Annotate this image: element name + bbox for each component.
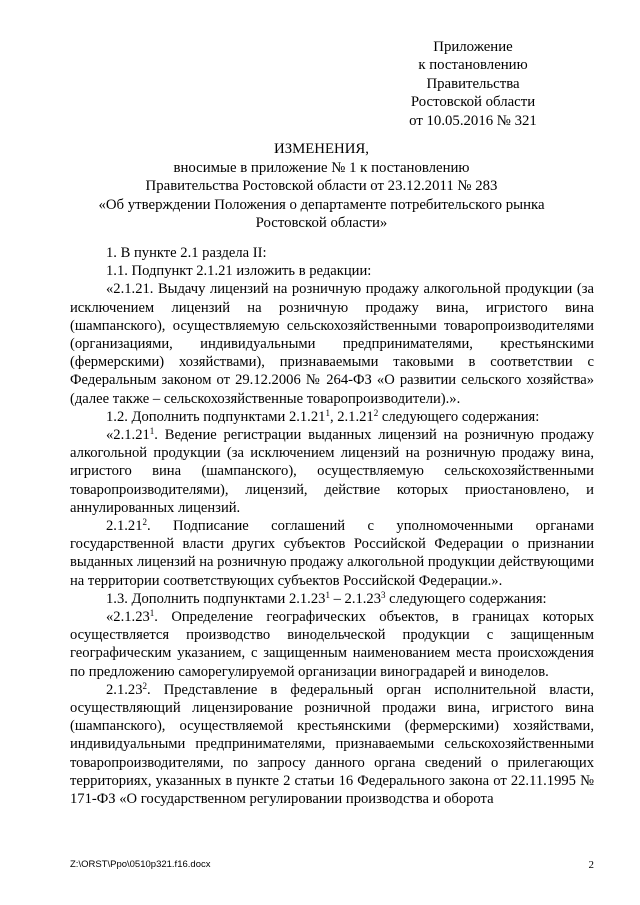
text: «2.1.23 bbox=[106, 609, 150, 626]
text: . Представление в федеральный орган исполнительной власти, осуществляющий лицензирование розничной продажи вина, игристого вина (шампанского), осуществляемой крестьянскими (фермерскими) хозяйствами, индивидуальными предпринимателями, признаваемыми сельскохозяйственными товаропроизводителями, по запросу данного органа сведений о прилегающих территориях, указанных в пункте 2 статьи 16 Федерального закона от 22.11.1995 № 171-ФЗ «О государственном регулировании производства и оборота bbox=[70, 681, 594, 808]
title-heading: ИЗМЕНЕНИЯ, bbox=[274, 141, 369, 157]
paragraph: 1. В пункте 2.1 раздела II: bbox=[106, 245, 267, 261]
text: 1.2. Дополнить подпунктами 2.1.21 bbox=[106, 408, 326, 425]
appendix-line: Правительства bbox=[426, 75, 520, 92]
text: . Ведение регистрации выданных лицензий на розничную продажу алкогольной продукции (за исключением лицензий на розничную продажу вина, игристого вина (шампанского), осуществляемую сельскохозяйственными товаропроизводителями), лицензий, действие которых приостановлено, и аннулированных лицензий. bbox=[70, 427, 594, 516]
appendix-line: к постановлению bbox=[418, 57, 528, 74]
page-footer bbox=[70, 856, 594, 874]
appendix-header bbox=[373, 38, 573, 130]
text: 2.1.23 bbox=[106, 681, 143, 698]
paragraph bbox=[70, 681, 594, 808]
paragraph bbox=[70, 408, 594, 426]
superscript: 1 bbox=[149, 608, 155, 619]
appendix-line: Приложение bbox=[433, 39, 513, 55]
paragraph bbox=[70, 426, 594, 517]
title-line: Правительства Ростовской области от 23.12.2011 № 283 bbox=[145, 178, 498, 195]
file-path: Z:\ORST\Ppo\0510p321.f16.docx bbox=[70, 859, 211, 870]
superscript: 2 bbox=[373, 407, 379, 418]
title-line: Ростовской области» bbox=[255, 214, 388, 231]
superscript: 3 bbox=[381, 589, 386, 600]
title-line: вносимые в приложение № 1 к постановлению bbox=[173, 160, 470, 177]
text: – 2.1.23 bbox=[329, 590, 382, 607]
text: 1.3. Дополнить подпунктами 2.1.23 bbox=[106, 590, 326, 607]
title-line: «Об утверждении Положения о департаменте потребительского рынка bbox=[98, 196, 545, 213]
superscript: 1 bbox=[325, 589, 330, 600]
superscript: 2 bbox=[142, 680, 147, 691]
paragraph bbox=[70, 590, 594, 608]
appendix-line: Ростовской области bbox=[410, 94, 536, 111]
text: , 2.1.21 bbox=[329, 408, 374, 425]
text: . Подписание соглашений с уполномоченными органами государственной власти других субъектов Российской Федерации о признании выданных лицензий на розничную продажу алкогольной продукции действующими на территории соответствующих субъектов Российской Федерации.». bbox=[70, 518, 594, 589]
document-body bbox=[70, 244, 594, 808]
text: . Определение географических объектов, в границах которых осуществляется производство винодельческой продукции с защищенным географическим указанием, с защищенным наименованием места происхождения по предложению саморегулируемой организации виноградарей и виноделов. bbox=[70, 609, 594, 680]
text: следующего содержания: bbox=[378, 408, 540, 425]
paragraph bbox=[70, 608, 594, 681]
text: 2.1.21 bbox=[106, 518, 143, 535]
paragraph: 1.1. Подпункт 2.1.21 изложить в редакции: bbox=[106, 263, 372, 280]
appendix-line: от 10.05.2016 № 321 bbox=[409, 112, 537, 129]
paragraph: «2.1.21. Выдачу лицензий на розничную продажу алкогольной продукции (за исключением лицензий на розничную продажу вина, игристого вина (шампанского), осуществляемую сельскохозяйственными товаропроизводителями (организациями, индивидуальными предпринимателями, крестьянскими (фермерскими) хозяйствами), признаваемыми таковыми в соответствии с Федеральным законом от 29.12.2006 № 264-ФЗ «О развитии сельского хозяйства» (далее также – сельскохозяйственные товаропроизводители).». bbox=[70, 281, 594, 407]
superscript: 1 bbox=[149, 426, 155, 437]
superscript: 1 bbox=[325, 407, 330, 418]
superscript: 2 bbox=[142, 517, 147, 528]
paragraph bbox=[70, 517, 594, 590]
page-number: 2 bbox=[588, 859, 594, 871]
document-title bbox=[70, 140, 573, 232]
text: следующего содержания: bbox=[385, 590, 547, 607]
text: «2.1.21 bbox=[106, 427, 150, 444]
